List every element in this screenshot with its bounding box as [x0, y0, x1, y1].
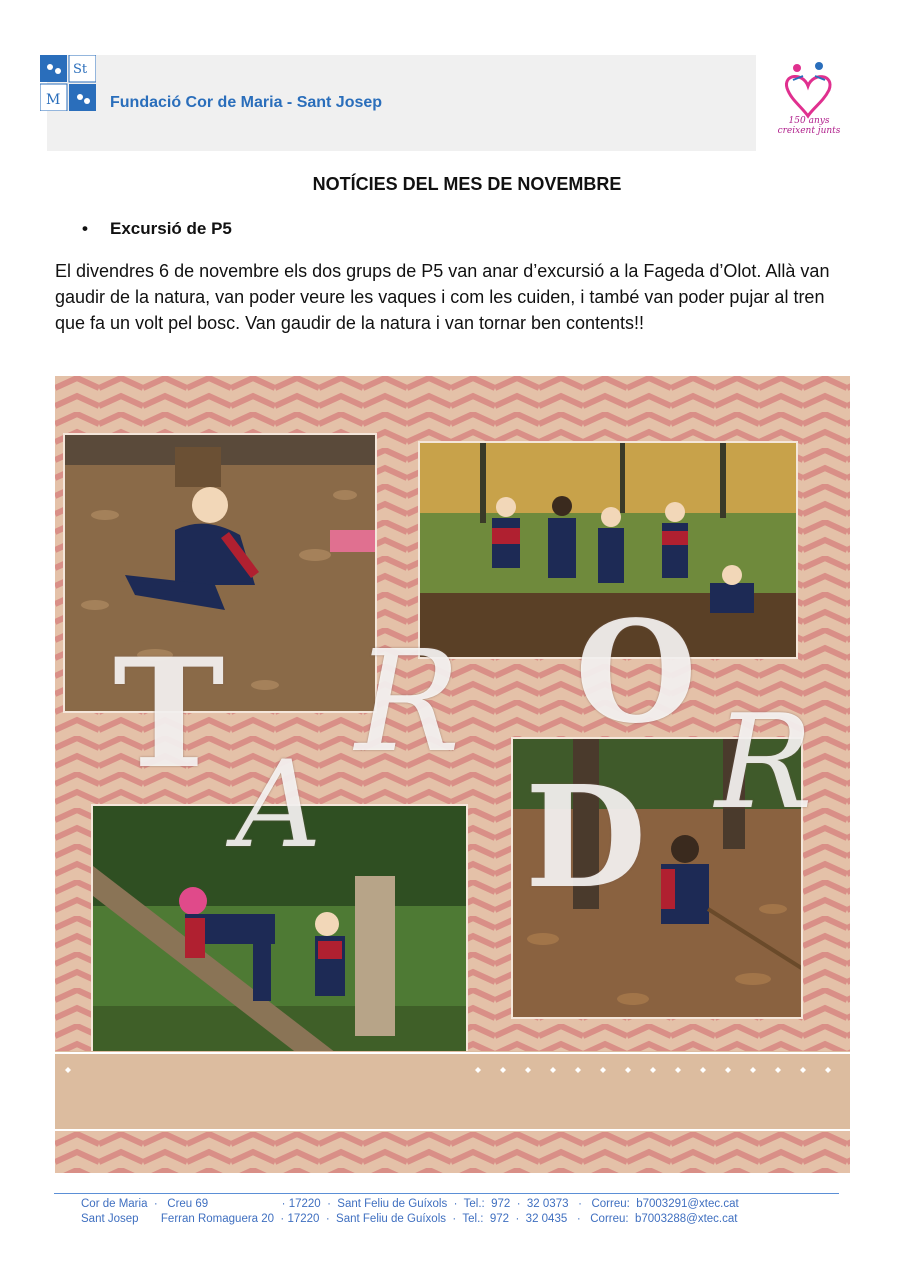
footer-address-line-1: Cor de Maria · Creu 69 · 17220 · Sant Feliu de Guíxols · Tel.: 972 · 32 0373 · Correu: b7003291@xtec.cat	[81, 1198, 739, 1210]
photo-collage	[55, 376, 850, 1173]
collage-letter-o: O	[575, 591, 697, 755]
svg-text:St: St	[73, 62, 88, 77]
svg-text:M: M	[46, 92, 61, 108]
footer-address-line-2: Sant Josep Ferran Romaguera 20 · 17220 · Sant Feliu de Guíxols · Tel.: 972 · 32 0435 · Correu: b7003288@xtec.cat	[81, 1213, 738, 1225]
star-ornament-row	[55, 1063, 850, 1077]
section-heading-row	[82, 219, 232, 239]
bullet-icon: •	[82, 219, 88, 238]
page-title: NOTÍCIES DEL MES DE NOVEMBRE	[312, 174, 622, 194]
section-heading: Excursió de P5	[110, 219, 232, 238]
collage-letter-a: A	[235, 736, 322, 875]
collage-letter-d: D	[525, 756, 647, 920]
collage-letter-t: T	[113, 626, 225, 802]
foundation-puzzle-logo	[40, 55, 96, 111]
anniversary-logo-text: 150 anys creixent junts	[777, 116, 841, 136]
band-bottom-line	[55, 1129, 850, 1131]
collage-letter-r1: R	[355, 621, 461, 784]
band-top-line	[55, 1052, 850, 1054]
organization-name: Fundació Cor de Maria - Sant Josep	[110, 94, 383, 111]
collage-letter-r2: R	[715, 686, 813, 838]
footer-divider	[54, 1193, 839, 1194]
section-body: El divendres 6 de novembre els dos grups de P5 van anar d’excursió a la Fageda d’Olot. Allà van gaudir de la natura, van poder veure les vaques i com les cuiden, i també van poder pujar al tren que fa un volt pel bosc. Van gaudir de la natura i van tornar ben contents!!	[55, 261, 830, 333]
